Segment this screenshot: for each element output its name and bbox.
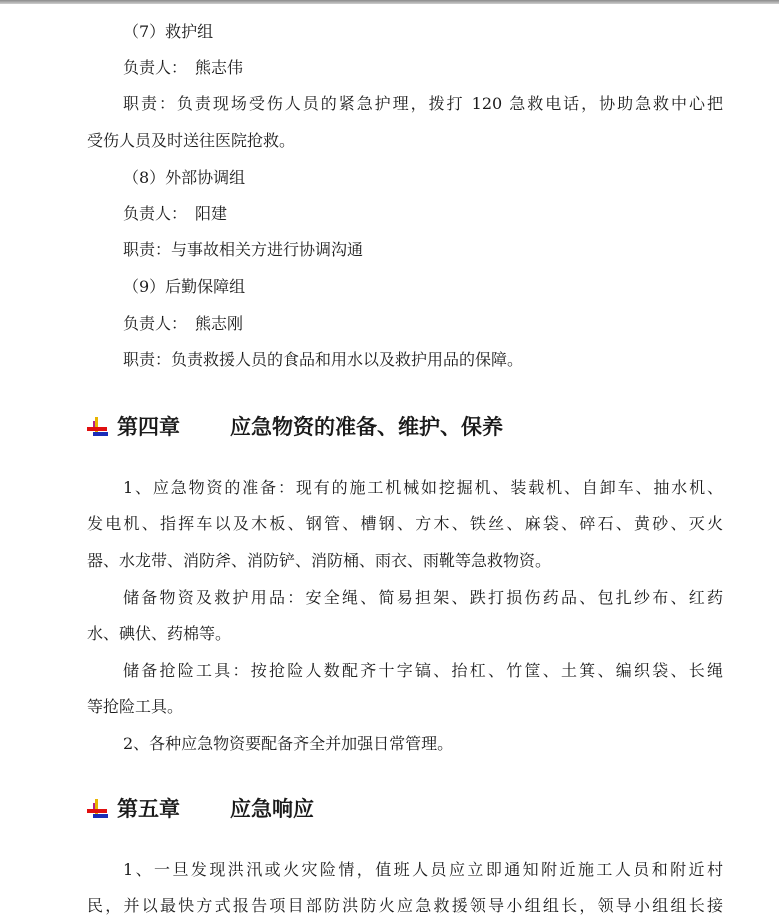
paragraph-line: 民，并以最快方式报告项目部防洪防火应急救援领导小组组长，领导小组组长接 (87, 896, 723, 915)
chapter-title: 应急物资的准备、维护、保养 (230, 415, 503, 439)
section-title-rescue-group: （7）救护组 (123, 22, 214, 41)
duty-line: 职责：负责现场受伤人员的紧急护理，拨打 120 急救电话，协助急救中心把 (123, 94, 723, 113)
chapter-heading-4 (87, 413, 503, 441)
chapter-marker-icon (87, 416, 109, 438)
paragraph-line: 1、一旦发现洪汛或火灾险情，值班人员应立即通知附近施工人员和附近村 (123, 860, 723, 879)
paragraph-line: 储备抢险工具：按抢险人数配齐十字镐、抬杠、竹筐、土箕、编织袋、长绳 (123, 661, 723, 680)
duty-line: 职责：与事故相关方进行协调沟通 (123, 240, 364, 259)
leader-line: 负责人： 阳建 (123, 204, 228, 223)
paragraph-line: 储备物资及救护用品：安全绳、简易担架、跌打损伤药品、包扎纱布、红药 (123, 588, 723, 607)
paragraph-line: 1、应急物资的准备：现有的施工机械如挖掘机、装载机、自卸车、抽水机、 (123, 478, 723, 497)
chapter-number: 第五章 (117, 797, 180, 821)
paragraph-line: 发电机、指挥车以及木板、钢管、槽钢、方木、铁丝、麻袋、碎石、黄砂、灭火 (87, 514, 723, 533)
leader-line: 负责人： 熊志刚 (123, 314, 244, 333)
chapter-number: 第四章 (117, 415, 180, 439)
paragraph-line: 2、各种应急物资要配备齐全并加强日常管理。 (123, 734, 454, 753)
duty-line: 职责：负责救援人员的食品和用水以及救护用品的保障。 (123, 350, 524, 369)
paragraph-line: 水、碘伏、药棉等。 (87, 624, 232, 643)
chapter-marker-icon (87, 798, 109, 820)
chapter-heading-5 (87, 795, 314, 823)
chapter-title: 应急响应 (230, 797, 314, 821)
leader-line: 负责人： 熊志伟 (123, 58, 244, 77)
section-title-logistics-group: （9）后勤保障组 (123, 277, 246, 296)
paragraph-line: 器、水龙带、消防斧、消防铲、消防桶、雨衣、雨靴等急救物资。 (87, 551, 552, 570)
section-title-external-coordination: （8）外部协调组 (123, 168, 246, 187)
window-top-edge (0, 0, 779, 4)
paragraph-line: 等抢险工具。 (87, 697, 184, 716)
duty-line-continued: 受伤人员及时送往医院抢救。 (87, 131, 296, 150)
